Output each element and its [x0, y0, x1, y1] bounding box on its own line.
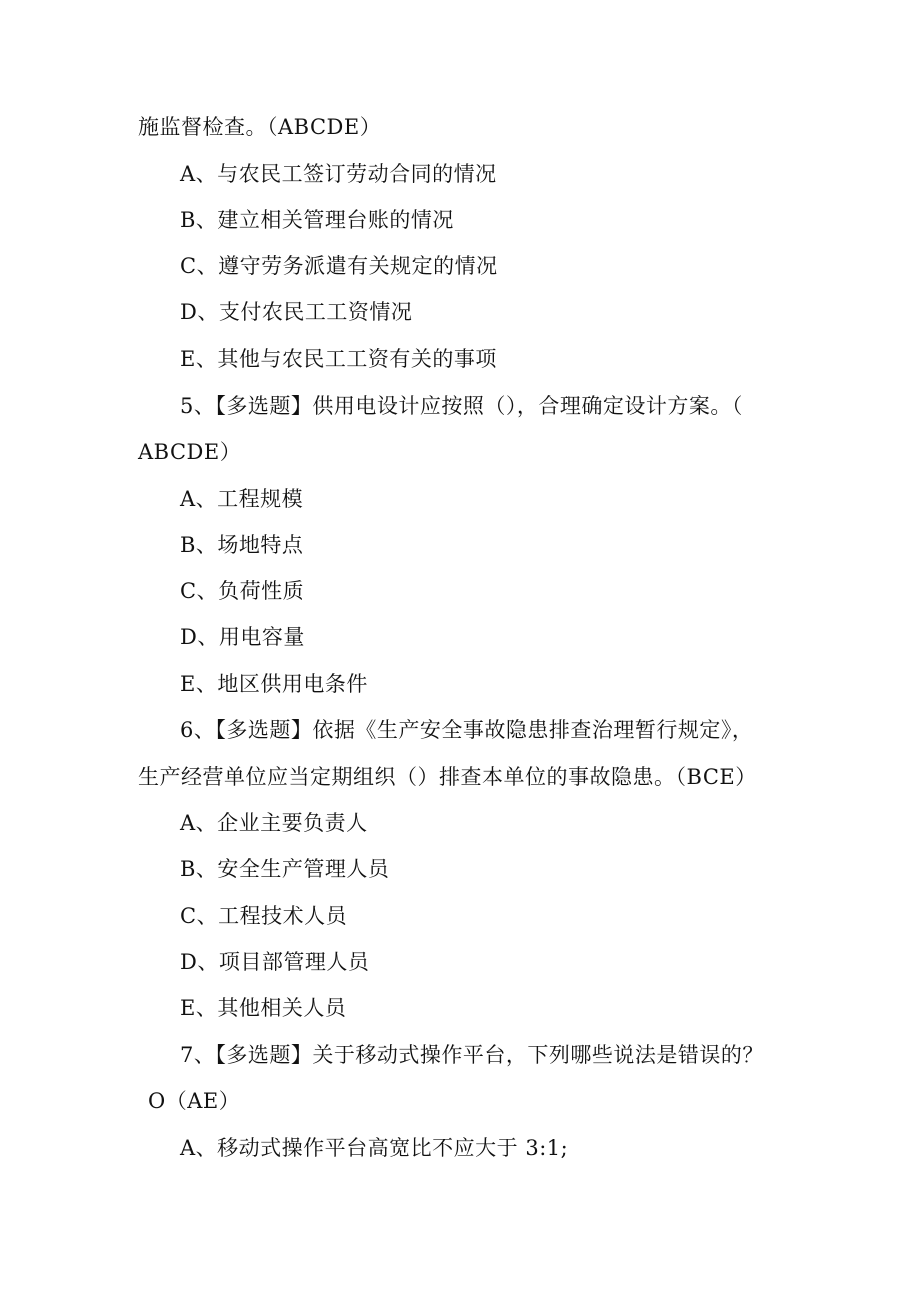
option-c: C、工程技术人员 — [180, 904, 348, 928]
option-d: D、用电容量 — [180, 625, 305, 649]
question-6-stem-cont: 生产经营单位应当定期组织（）排查本单位的事故隐患。（BCE） — [138, 765, 757, 789]
option-c: C、负荷性质 — [180, 579, 305, 603]
question-7-answer: O（AE） — [148, 1089, 241, 1113]
option-d: D、项目部管理人员 — [180, 950, 370, 974]
option-c: C、遵守劳务派遣有关规定的情况 — [180, 254, 498, 278]
option-e: E、其他与农民工工资有关的事项 — [180, 347, 497, 371]
question-5-answer: ABCDE） — [138, 440, 242, 464]
option-e: E、其他相关人员 — [180, 996, 347, 1020]
question-5-stem: 5、【多选题】供用电设计应按照（），合理确定设计方案。（ — [180, 394, 743, 418]
question-4-stem-end: 施监督检查。（ABCDE） — [138, 115, 382, 139]
option-a: A、企业主要负责人 — [180, 811, 368, 835]
question-7-stem: 7、【多选题】关于移动式操作平台，下列哪些说法是错误的？ — [180, 1043, 764, 1067]
question-6-stem: 6、【多选题】依据《生产安全事故隐患排查治理暂行规定》， — [180, 718, 754, 742]
option-b: B、安全生产管理人员 — [180, 857, 390, 881]
option-a: A、移动式操作平台高宽比不应大于 3:1; — [180, 1136, 569, 1160]
option-b: B、场地特点 — [180, 533, 304, 557]
option-a: A、与农民工签订劳动合同的情况 — [180, 162, 497, 186]
option-d: D、支付农民工工资情况 — [180, 300, 413, 324]
option-b: B、建立相关管理台账的情况 — [180, 208, 454, 232]
option-e: E、地区供用电条件 — [180, 672, 368, 696]
option-a: A、工程规模 — [180, 487, 304, 511]
